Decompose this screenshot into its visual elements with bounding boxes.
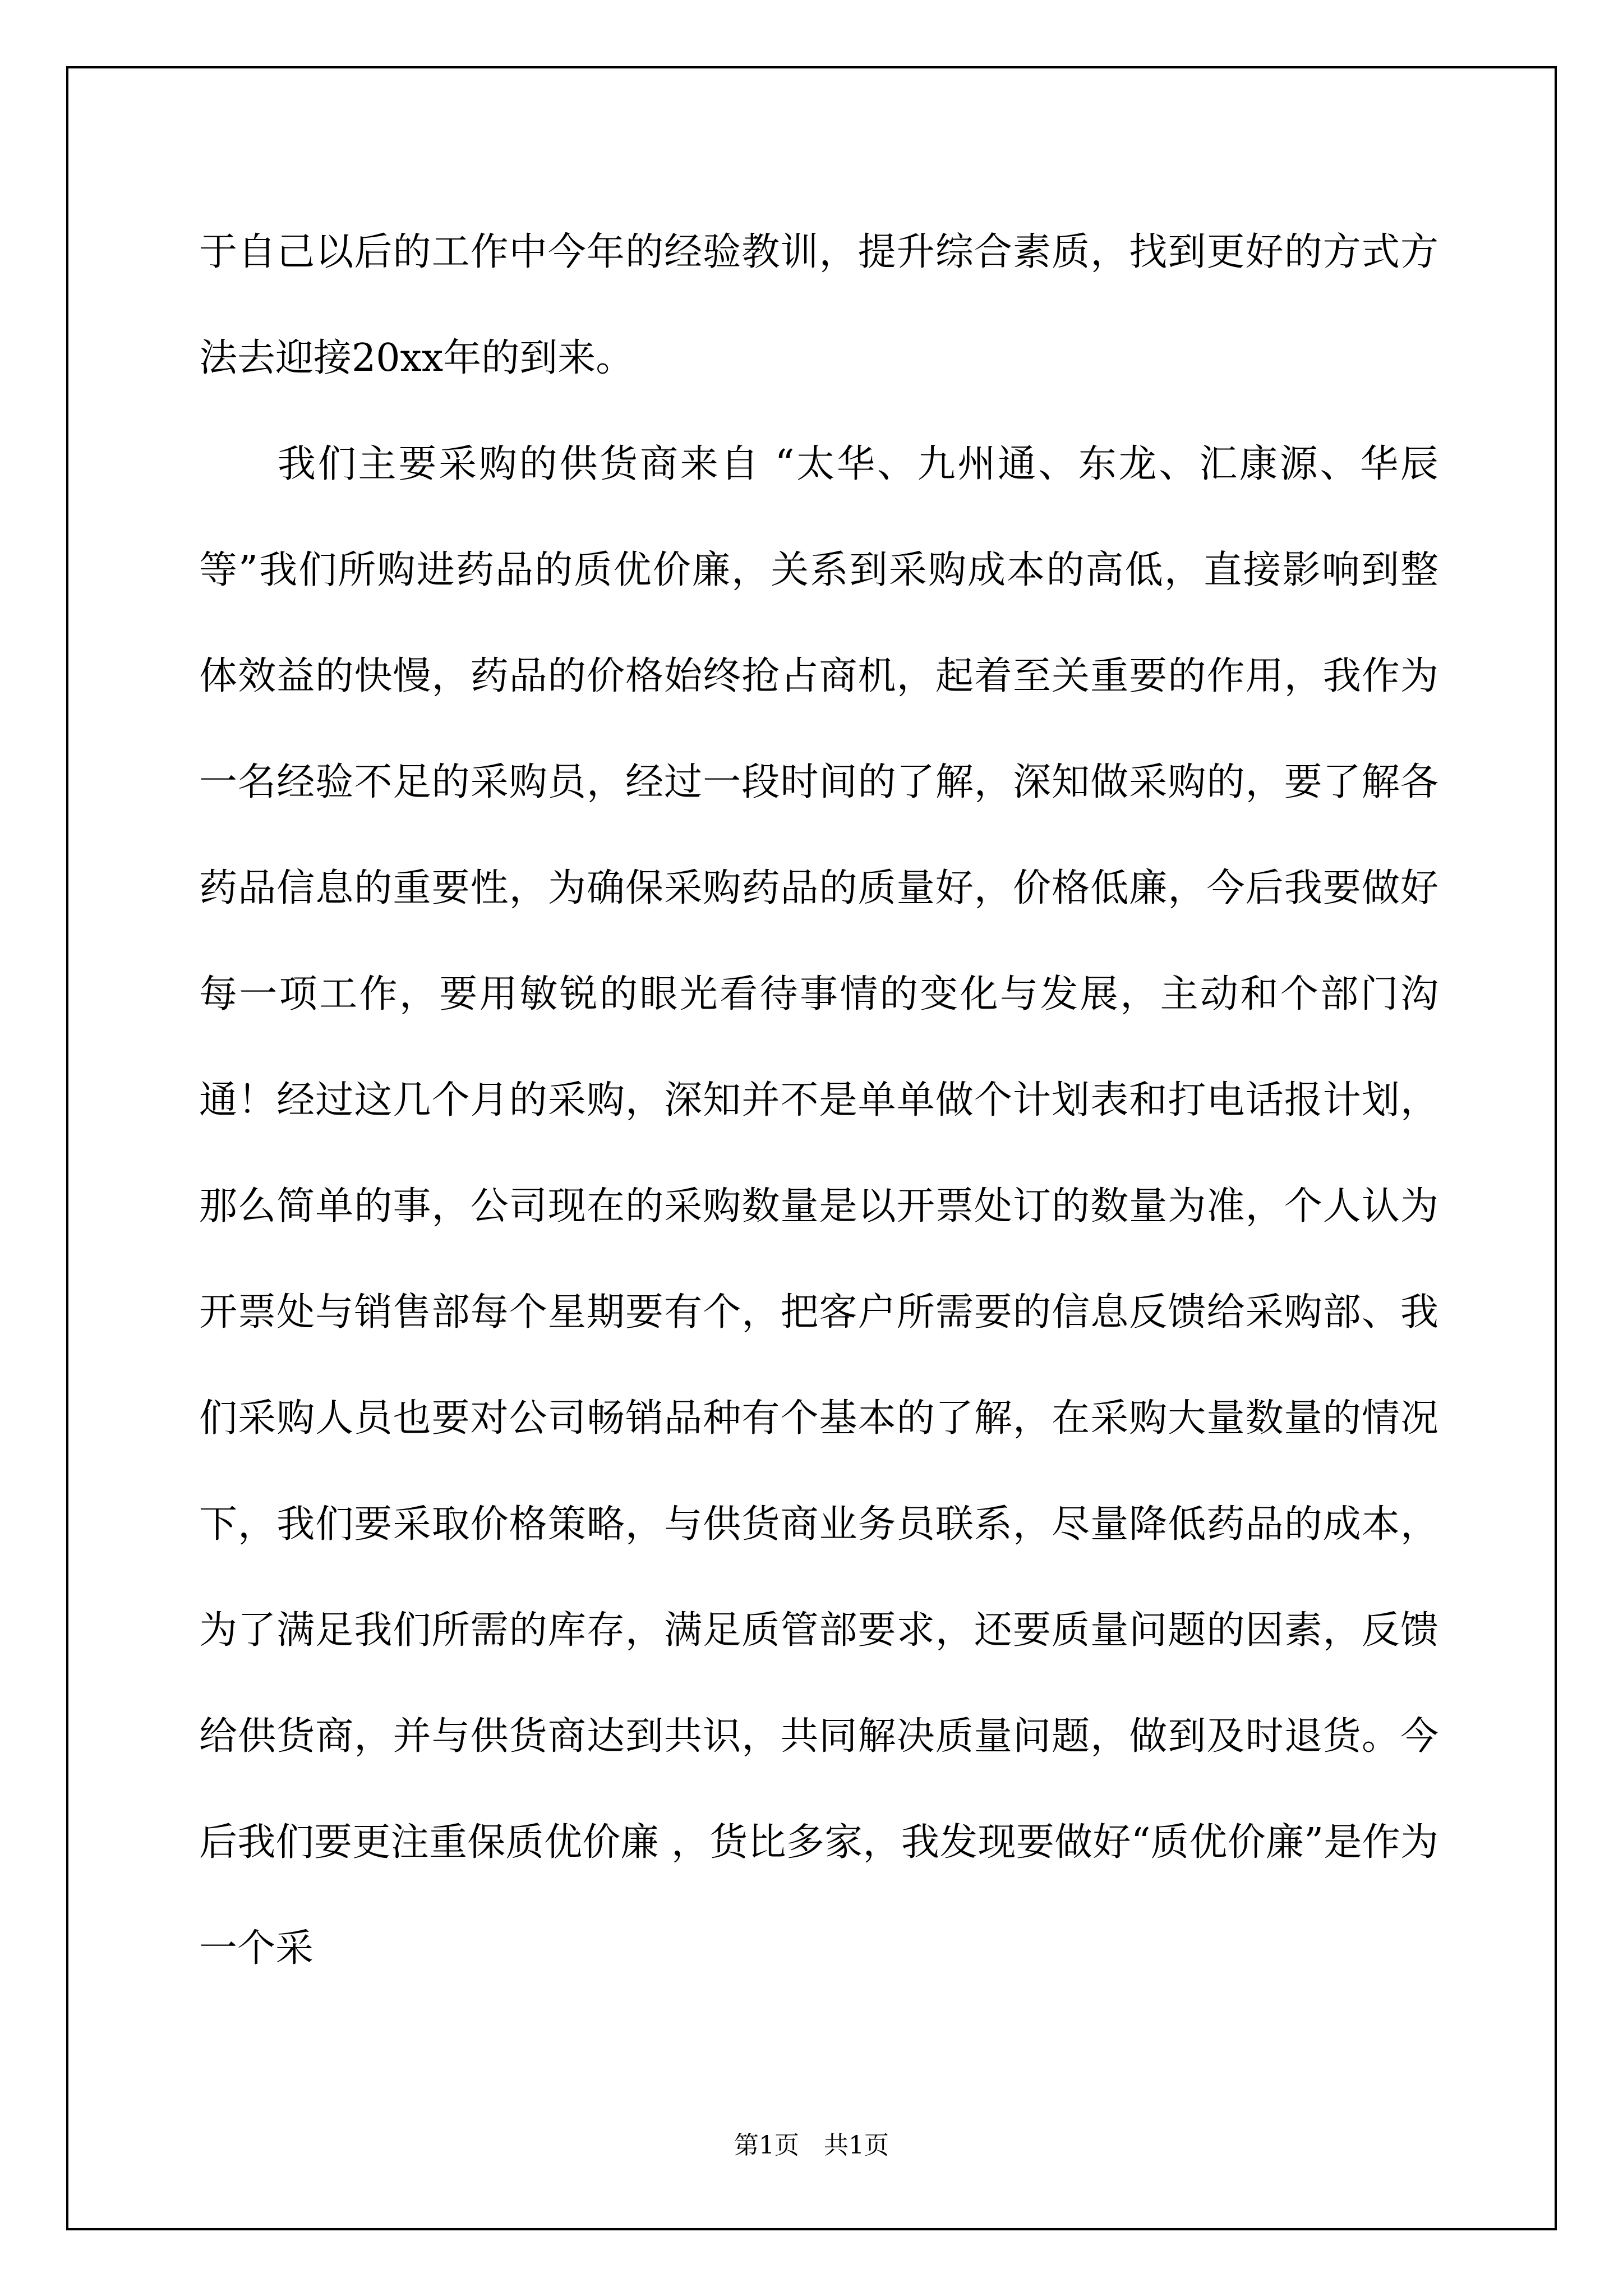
document-body [199, 199, 1438, 2001]
paragraph-1: 于自己以后的工作中今年的经验教训，提升综合素质，找到更好的方式方法去迎接20xx年的到来。 [199, 230, 1438, 380]
page-number-footer: 第1页 共1页 [734, 2131, 889, 2160]
paragraph-2: 我们主要采购的供货商来自 “太华、九州通、东龙、汇康源、华辰等”我们所购进药品的质优价廉，关系到采购成本的高低，直接影响到整体效益的快慢，药品的价格始终抢占商机，起着至关重要的作用，我作为一名经验不足的采购员，经过一段时间的了解，深知做采购的，要了解各药品信息的重要性，为确保采购药品的质量好，价格低廉，今后我要做好每一项工作，要用敏锐的眼光看待事情的变化与发展，主动和个部门沟通！经过这几个月的采购，深知并不是单单做个计划表和打电话报计划，那么简单的事，公司现在的采购数量是以开票处订的数量为准，个人认为开票处与销售部每个星期要有个，把客户所需要的信息反馈给采购部、我们采购人员也要对公司畅销品种有个基本的了解，在采购大量数量的情况下，我们要采取价格策略，与供货商业务员联系，尽量降低药品的成本，为了满足我们所需的库存，满足质管部要求，还要质量问题的因素，反馈给供货商，并与供货商达到共识，共同解决质量问题，做到及时退货。今后我们要更注重保质优价廉 ，货比多家，我发现要做好“质优价廉”是作为一个采 [199, 442, 1438, 1971]
